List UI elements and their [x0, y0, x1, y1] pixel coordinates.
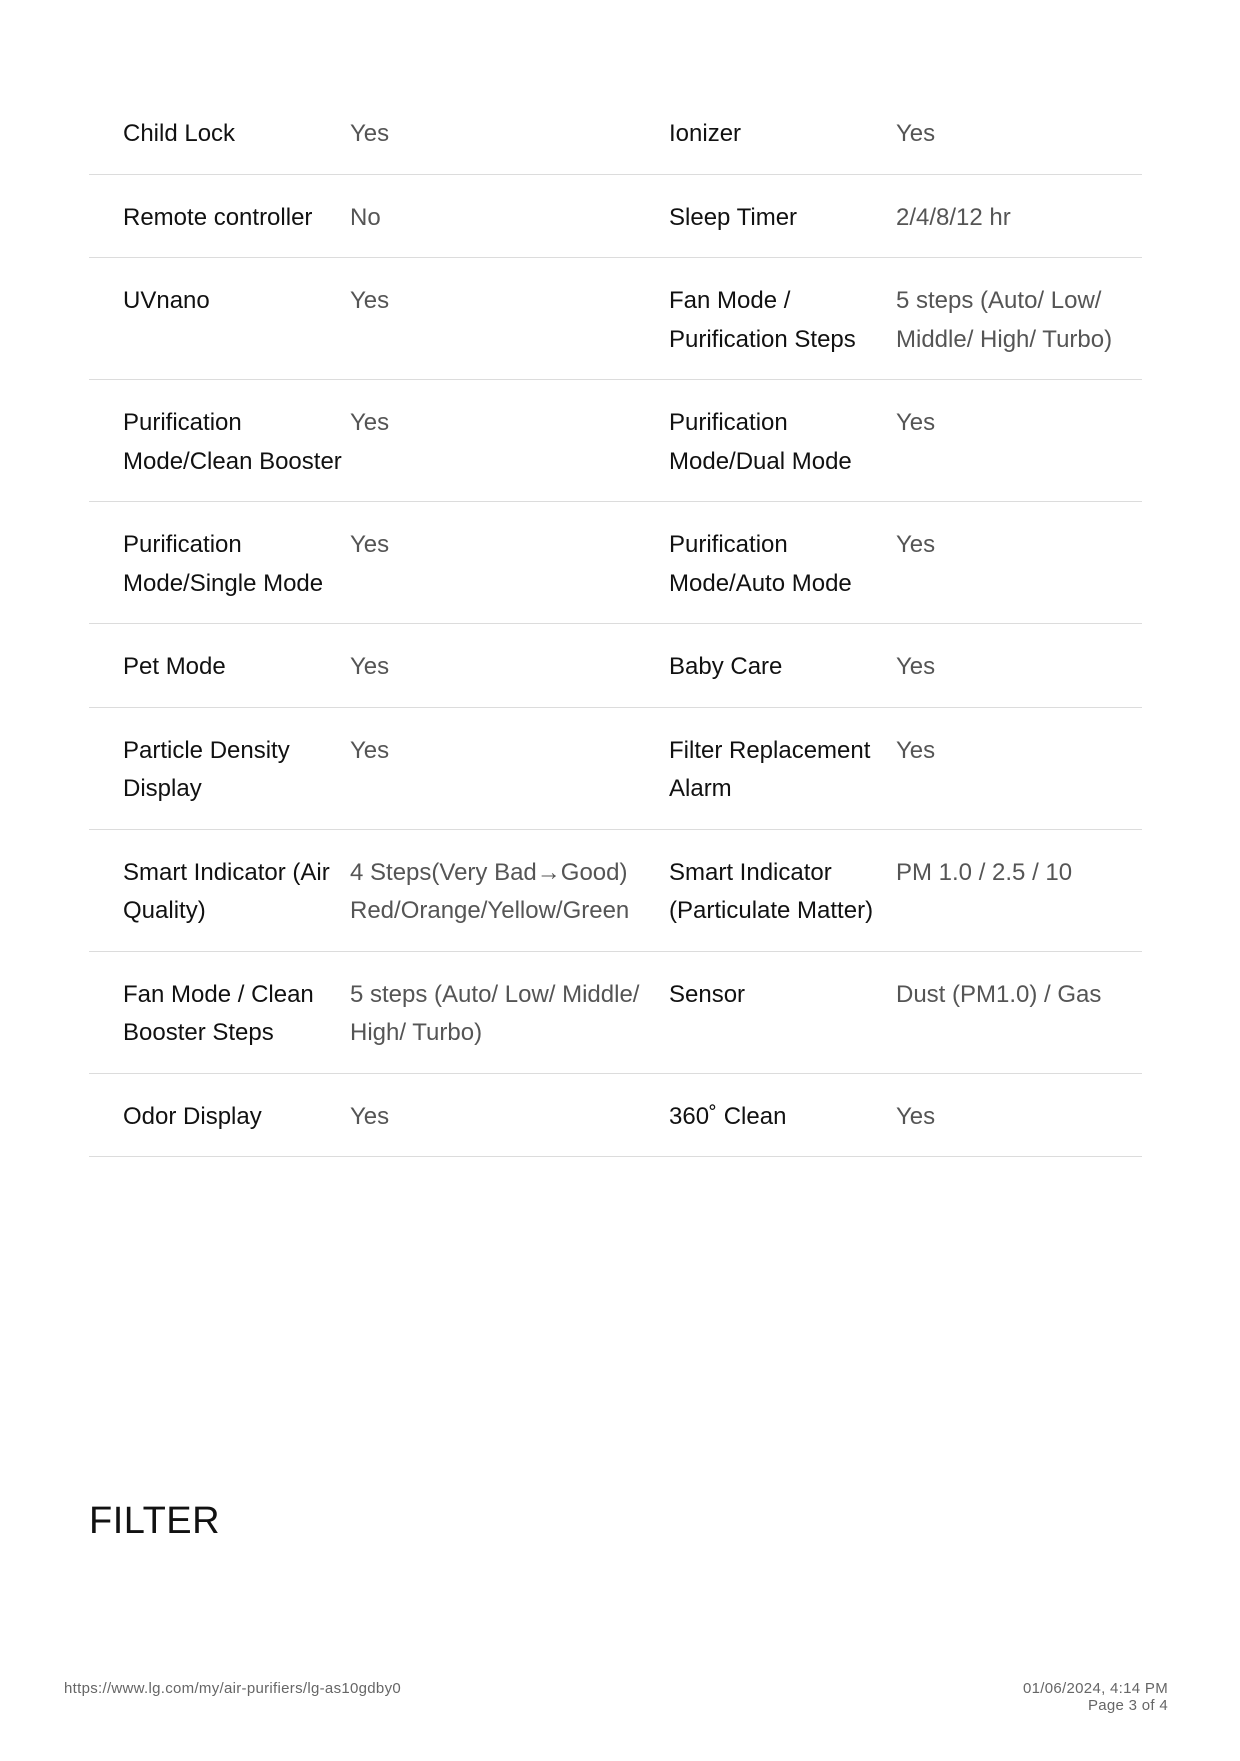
spec-value: Yes [350, 1102, 390, 1130]
spec-row [89, 624, 1142, 708]
spec-row [89, 91, 1142, 175]
spec-row [89, 830, 1142, 952]
spec-value: Yes [896, 1102, 936, 1130]
spec-label: Purification Mode/Dual Mode [669, 409, 852, 475]
spec-value: PM 1.0 / 2.5 / 10 [896, 858, 1073, 886]
spec-value: Yes [896, 653, 936, 680]
spec-label: Sensor [669, 980, 746, 1008]
spec-label: Sleep Timer [669, 203, 798, 231]
footer-page-number: Page 3 of 4 [1087, 1697, 1168, 1714]
spec-value: Dust (PM1.0) / Gas [896, 980, 1102, 1008]
spec-label: Particle Density Display [123, 736, 290, 802]
spec-value: 2/4/8/12 hr [896, 203, 1011, 231]
spec-row [89, 1074, 1142, 1158]
spec-value: Yes [350, 409, 390, 436]
spec-value: Yes [350, 736, 390, 764]
spec-value: Yes [350, 531, 390, 558]
spec-row [89, 380, 1142, 502]
spec-label: UVnano [123, 287, 210, 314]
spec-label: Purification Mode/Clean Booster [123, 409, 342, 475]
spec-value: Yes [896, 409, 936, 436]
spec-label: Purification Mode/Single Mode [123, 531, 324, 597]
spec-value: Yes [896, 736, 936, 764]
spec-label: Pet Mode [123, 653, 226, 680]
spec-label: Filter Replacement Alarm [669, 736, 871, 802]
spec-label: Fan Mode / Clean Booster Steps [123, 980, 314, 1046]
spec-value: Yes [350, 287, 390, 314]
spec-row [89, 502, 1142, 624]
spec-row [89, 708, 1142, 830]
spec-label: Purification Mode/Auto Mode [669, 531, 852, 597]
spec-value: Yes [896, 531, 936, 558]
spec-table [89, 91, 1142, 1157]
spec-label: Child Lock [123, 120, 236, 147]
section-title: FILTER [89, 1500, 221, 1542]
spec-value: 5 steps (Auto/ Low/ Middle/ High/ Turbo) [350, 980, 640, 1046]
spec-value: No [350, 203, 381, 231]
spec-value: 4 Steps(Very Bad→Good) Red/Orange/Yellow/Green [350, 858, 630, 924]
spec-label: Smart Indicator (Particulate Matter) [669, 858, 874, 924]
spec-value: Yes [350, 120, 390, 147]
footer-url: https://www.lg.com/my/air-purifiers/lg-as10gdby0 [64, 1680, 402, 1697]
spec-label: 360˚ Clean [669, 1102, 787, 1130]
spec-row [89, 952, 1142, 1074]
spec-row [89, 175, 1142, 259]
spec-value: Yes [896, 120, 936, 147]
spec-value: Yes [350, 653, 390, 680]
spec-label: Fan Mode / Purification Steps [669, 287, 856, 353]
footer-meta [1023, 1680, 1168, 1714]
spec-value: 5 steps (Auto/ Low/ Middle/ High/ Turbo) [896, 287, 1113, 353]
spec-label: Remote controller [123, 203, 313, 231]
footer-datetime: 01/06/2024, 4:14 PM [1023, 1680, 1168, 1697]
spec-label: Odor Display [123, 1102, 262, 1130]
spec-label: Smart Indicator (Air Quality) [123, 858, 330, 924]
spec-label: Baby Care [669, 653, 783, 680]
spec-label: Ionizer [669, 120, 742, 147]
spec-row [89, 258, 1142, 380]
